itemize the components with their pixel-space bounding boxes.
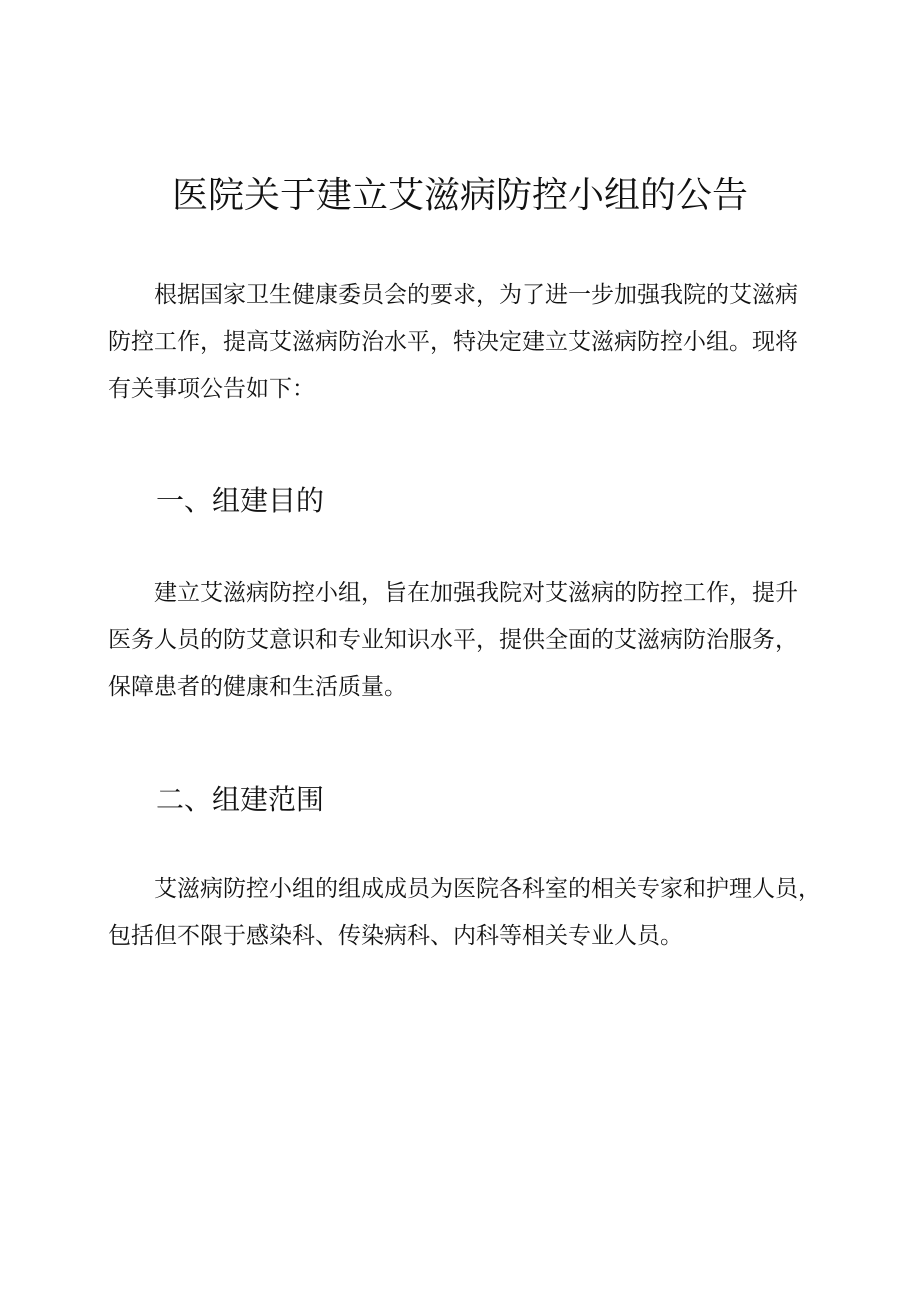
paragraph-line: 保障患者的健康和生活质量。 [108,674,407,700]
paragraph-line: 根据国家卫生健康委员会的要求，为了进一步加强我院的艾滋病 [154,282,798,308]
paragraph-line: 艾滋病防控小组的组成成员为医院各科室的相关专家和护理人员， [154,876,821,902]
paragraph-line: 包括但不限于感染科、传染病科、内科等相关专业人员。 [108,923,683,949]
scope-paragraph [108,866,820,960]
document-title: 医院关于建立艾滋病防控小组的公告 [171,175,748,216]
purpose-paragraph [108,570,820,711]
intro-paragraph [108,272,820,413]
paragraph-line: 有关事项公告如下： [108,376,315,402]
paragraph-line: 医务人员的防艾意识和专业知识水平，提供全面的艾滋病防治服务， [108,627,798,653]
paragraph-line: 防控工作，提高艾滋病防治水平，特决定建立艾滋病防控小组。现将 [108,329,798,355]
section-heading-scope: 二、组建范围 [156,783,325,816]
paragraph-line: 建立艾滋病防控小组，旨在加强我院对艾滋病的防控工作，提升 [154,580,798,606]
section-heading-purpose: 一、组建目的 [156,484,325,517]
